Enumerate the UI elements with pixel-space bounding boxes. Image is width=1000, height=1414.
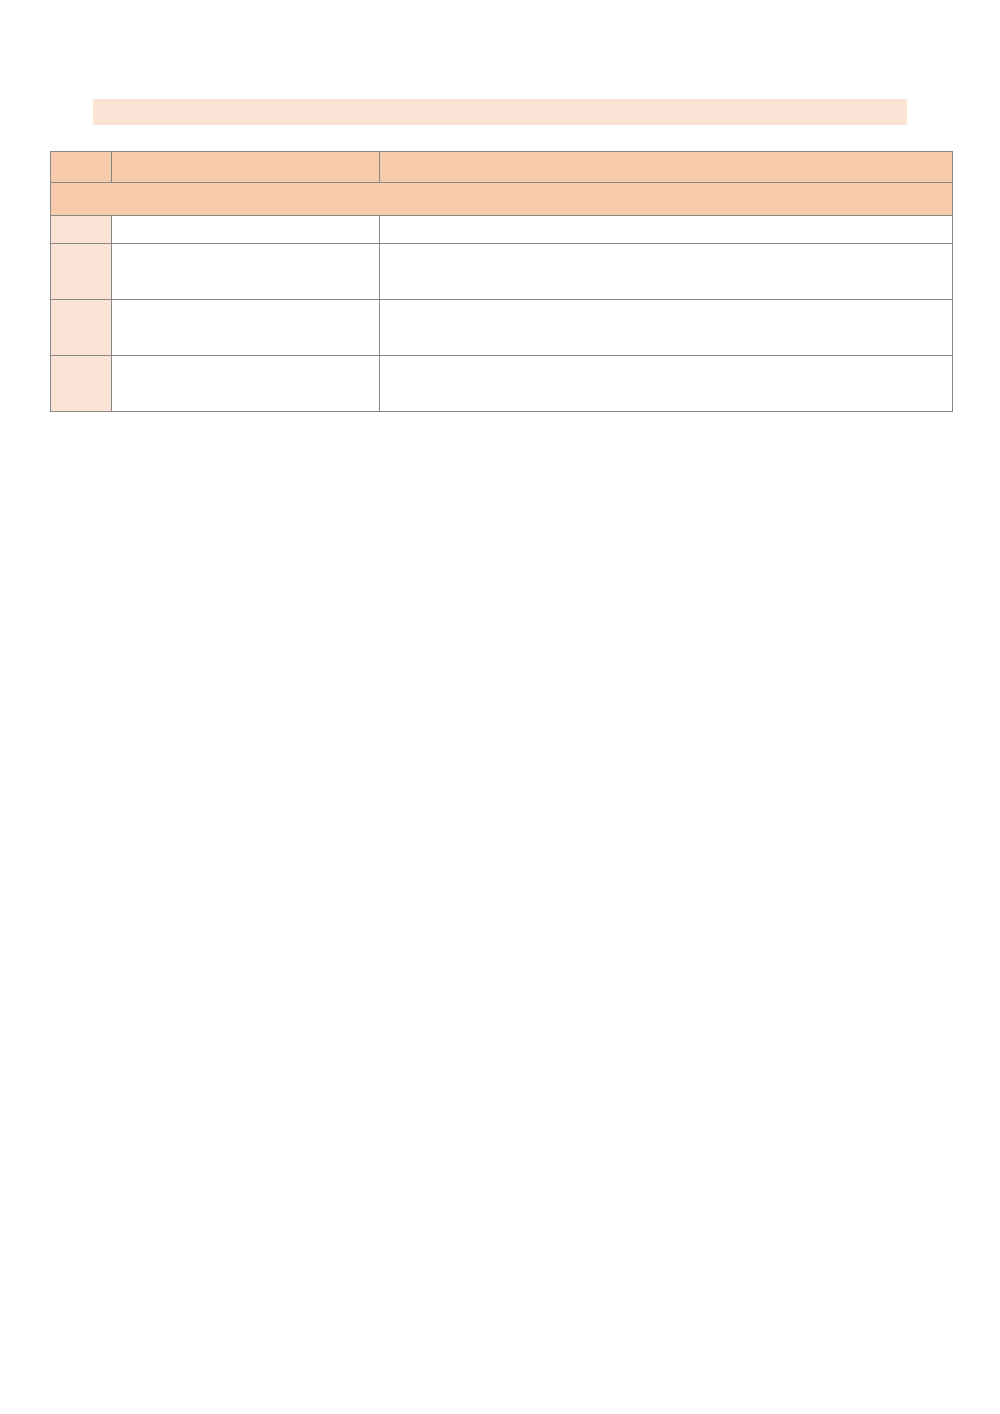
table-row: [51, 244, 953, 300]
question-cell: [112, 244, 380, 300]
table-row: [51, 300, 953, 356]
answer-cell: [380, 356, 953, 412]
header-question: [112, 152, 380, 183]
row-number: [51, 216, 112, 244]
liveworksheets-logo: [690, 1375, 713, 1394]
logo-blocks-icon: [690, 1375, 709, 1394]
question-cell: [112, 216, 380, 244]
answer-cell: [380, 244, 953, 300]
question-cell: [112, 356, 380, 412]
worksheet-table: [50, 151, 953, 412]
row-number: [51, 356, 112, 412]
section-title: [51, 183, 953, 216]
answer-cell: [380, 300, 953, 356]
question-cell: [112, 300, 380, 356]
header-row: [51, 152, 953, 183]
answer-cell: [380, 216, 953, 244]
row-number: [51, 300, 112, 356]
page-title: [93, 99, 907, 125]
table-row: [51, 356, 953, 412]
section-row: [51, 183, 953, 216]
header-answer: [380, 152, 953, 183]
header-stt: [51, 152, 112, 183]
table-row: [51, 216, 953, 244]
row-number: [51, 244, 112, 300]
